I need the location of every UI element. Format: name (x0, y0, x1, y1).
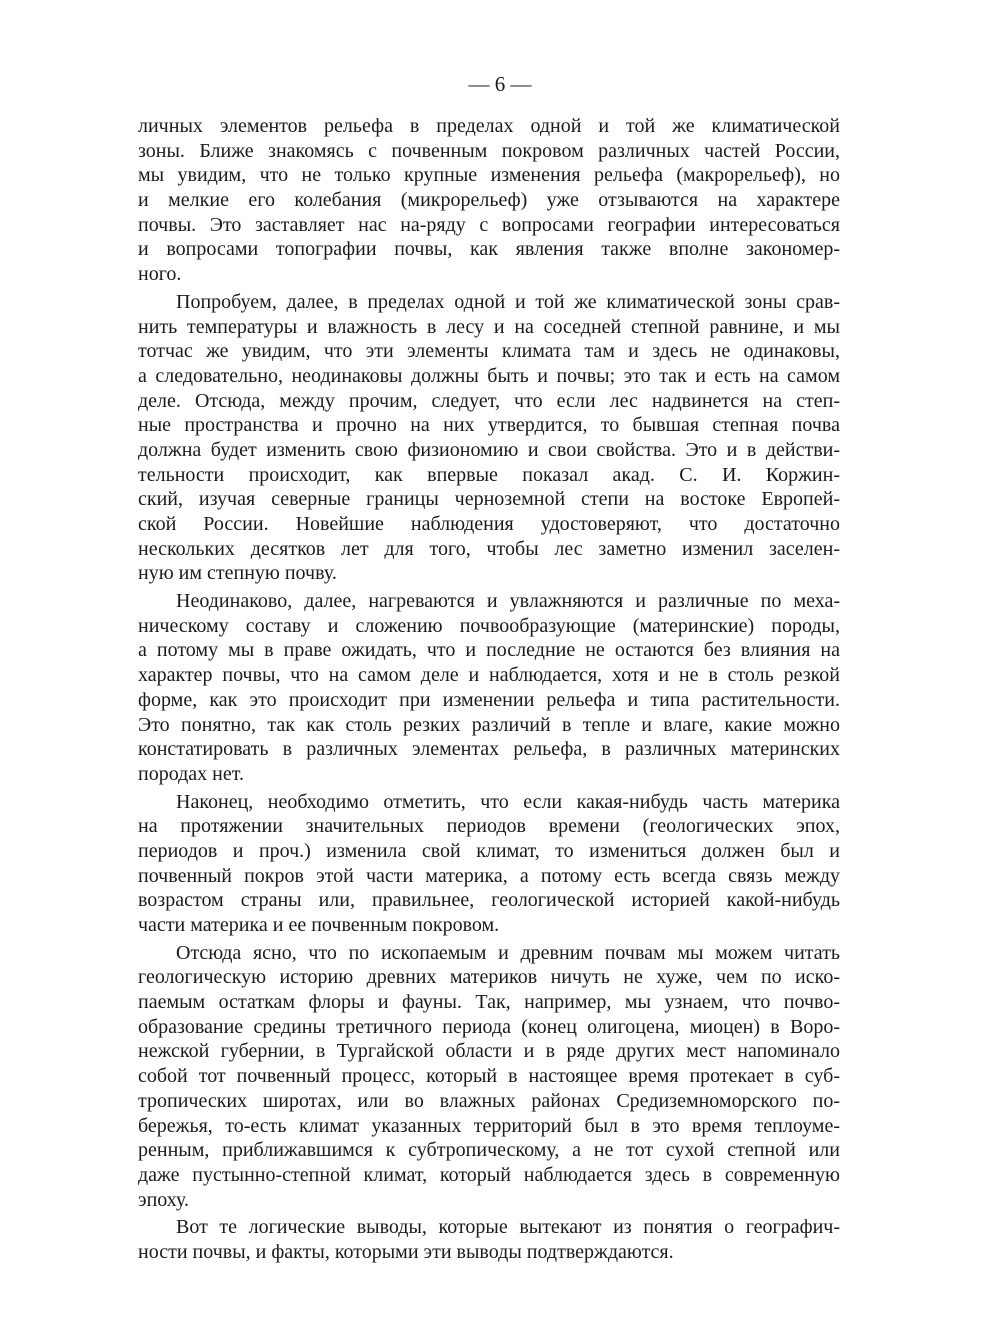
text-line: а следовательно, неодинаковы должны быть и почвы; это так и есть на самом (138, 364, 840, 387)
text-line: форме, как это происходит при изменении рельефа и типа растительности. (138, 688, 840, 711)
text-line: зоны. Ближе знакомясь с почвенным покровом различных частей России, (138, 139, 840, 162)
text-line: тельности происходит, как впервые показал акад. С. И. Коржин- (138, 463, 840, 486)
text-line: почвы. Это заставляет нас на-ряду с вопросами географии интересоваться (138, 213, 840, 236)
text-line: Попробуем, далее, в пределах одной и той же климатической зоны срав- (176, 290, 840, 313)
text-line: почвенный покров этой части материка, а потому есть всегда связь между (138, 864, 840, 887)
paragraph (138, 941, 840, 1213)
text-line: Это понятно, так как столь резких различий в тепле и влаге, какие можно (138, 713, 840, 736)
text-line: даже пустынно-степной климат, который наблюдается здесь в современную (138, 1163, 840, 1186)
text-line: ническому составу и сложению почвообразующие (материнские) породы, (138, 614, 840, 637)
text-line: ную им степную почву. (138, 562, 337, 585)
text-line: ской России. Новейшие наблюдения удостоверяют, что достаточно (138, 513, 840, 535)
text-line: тотчас же увидим, что эти элементы климата там и здесь не одинаковы, (138, 340, 840, 363)
text-line: и вопросами топографии почвы, как явления также вполне закономер- (138, 238, 840, 261)
paragraph (138, 1215, 840, 1264)
text-line: характер почвы, что на самом деле и наблюдается, хотя и не в столь резкой (138, 664, 840, 687)
text-line: паемым остаткам флоры и фауны. Так, например, мы узнаем, что почво- (138, 991, 840, 1014)
paragraph (138, 114, 840, 287)
text-line: геологическую историю древних материков ничуть не хуже, чем по иско- (138, 966, 840, 989)
text-line: тропических широтах, или во влажных районах Средиземноморского по- (138, 1089, 840, 1112)
text-line: ренным, приближавшимся к субтропическому, а не тот сухой степной или (138, 1139, 840, 1162)
text-line: нескольких десятков лет для того, чтобы лес заметно изменил заселен- (138, 537, 840, 560)
page-number: — 6 — (468, 72, 532, 96)
text-line: деле. Отсюда, между прочим, следует, что если лес надвинется на степ- (138, 389, 840, 412)
text-line: а потому мы в праве ожидать, что и последние не остаются без влияния на (138, 639, 840, 662)
text-line: ного. (138, 263, 182, 286)
text-line: Вот те логические выводы, которые вытекают из понятия о географич- (176, 1216, 840, 1239)
text-line: части материка и ее почвенным покровом. (138, 914, 500, 936)
text-line: мы увидим, что не только крупные изменения рельефа (макрорельеф), но (138, 164, 840, 187)
text-line: Наконец, необходимо отметить, что если какая-нибудь часть материка (176, 790, 840, 813)
text-line: нежской губернии, в Тургайской области и в ряде других мест напоминало (138, 1040, 840, 1063)
text-line: периодов и проч.) изменила свой климат, то измениться должен был и (138, 839, 840, 862)
text-line: ский, изучая северные границы черноземной степи на востоке Европей- (138, 488, 840, 511)
text-line: образование средины третичного периода (конец олигоцена, миоцен) в Воро- (138, 1015, 840, 1038)
text-line: Отсюда ясно, что по ископаемым и древним почвам мы можем читать (176, 941, 840, 964)
text-line: ные пространства и прочно на них утвердится, то бывшая степная почва (138, 414, 840, 437)
text-line: на протяжении значительных периодов времени (геологических эпох, (138, 815, 840, 838)
paragraph (138, 790, 840, 938)
text-line: Неодинаково, далее, нагреваются и увлажняются и различные по меха- (176, 590, 840, 613)
text-line: ности почвы, и факты, которыми эти выводы подтверждаются. (138, 1240, 674, 1263)
paragraph (138, 290, 840, 586)
text-line: возрастом страны или, правильнее, геологической историей какой-нибудь (138, 889, 840, 912)
text-line: констатировать в различных элементах рельефа, в различных материнских (138, 738, 840, 761)
paragraph (138, 589, 840, 787)
text-line: породах нет. (138, 762, 244, 785)
text-line: должна будет изменить свою физиономию и свои свойства. Это и в действи- (138, 438, 840, 461)
text-line: эпоху. (138, 1188, 190, 1211)
text-line: личных элементов рельефа в пределах одной и той же климатической (138, 115, 840, 137)
document-body (138, 114, 840, 1268)
text-line: собой тот почвенный процесс, который в настоящее время протекает в суб- (138, 1065, 840, 1088)
text-line: нить температуры и влажность в лесу и на соседней степной равнине, и мы (138, 315, 840, 338)
text-line: и мелкие его колебания (микрорельеф) уже отзываются на характере (138, 189, 840, 212)
text-line: бережья, то-есть климат указанных территорий был в это время теплоуме- (138, 1114, 840, 1137)
